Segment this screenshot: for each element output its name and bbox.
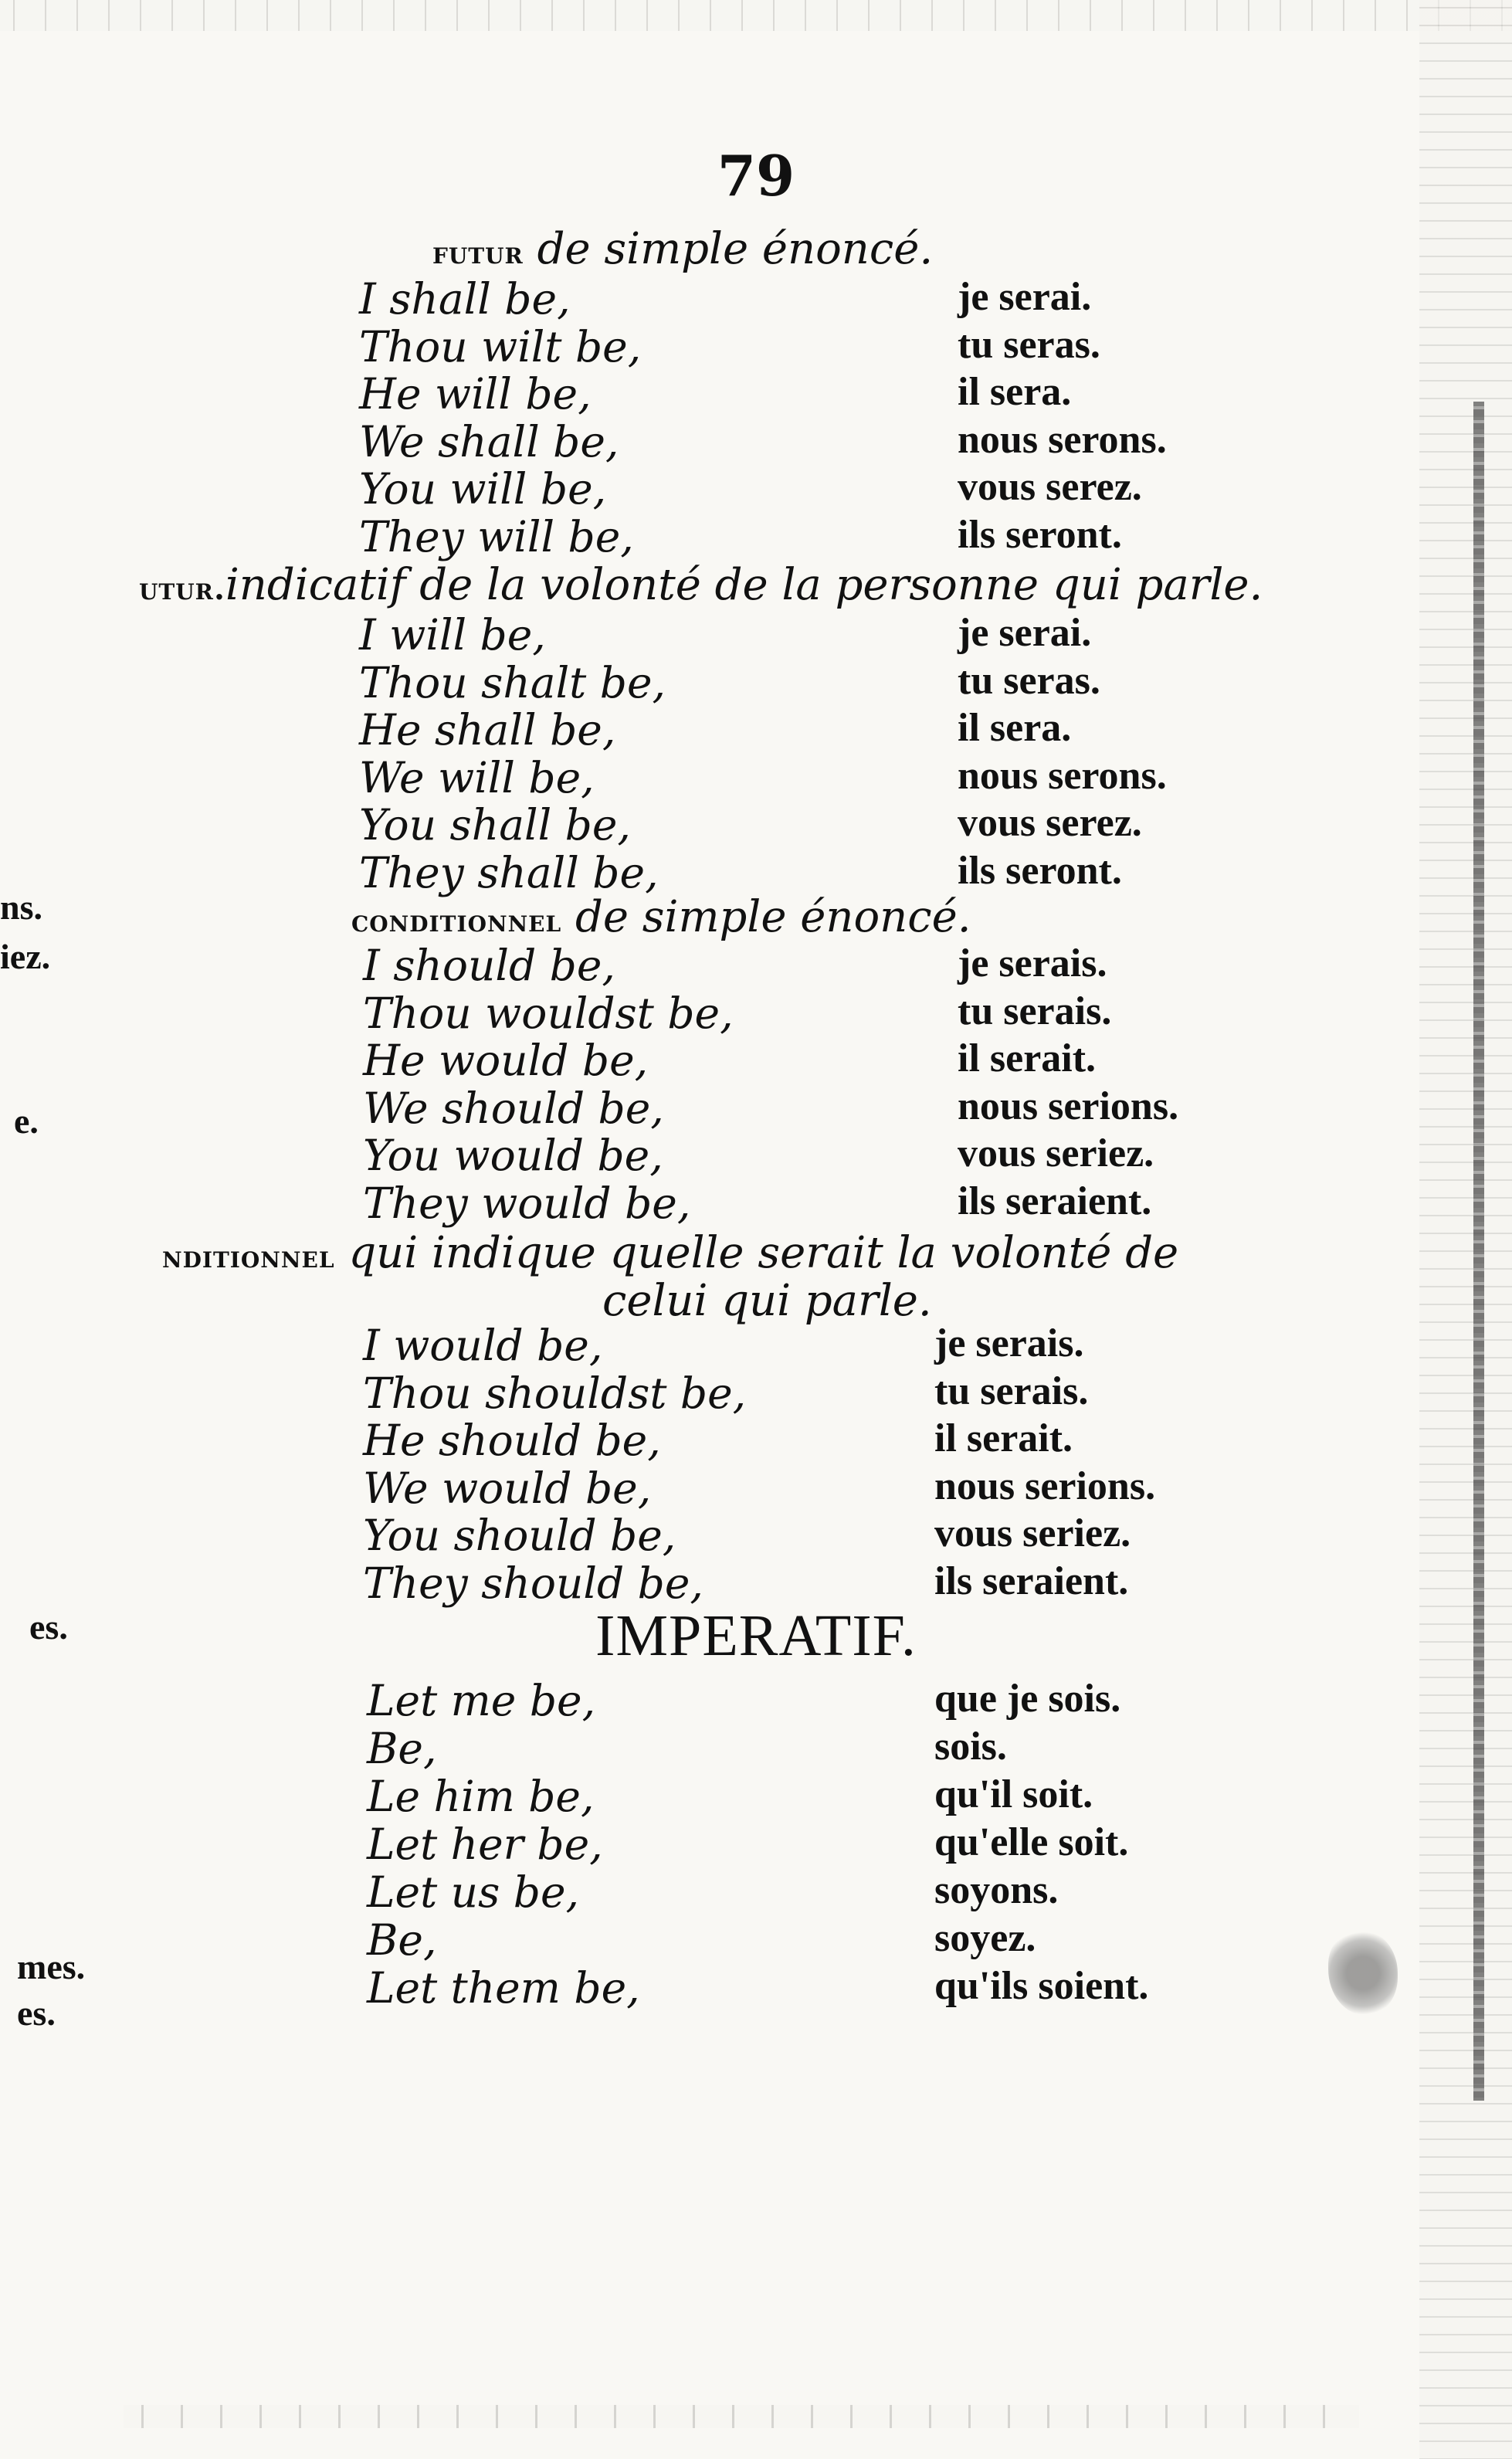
- french-form: vous serez.: [958, 465, 1142, 509]
- heading-italic: de simple énoncé.: [575, 892, 971, 942]
- conjugation-row: [0, 800, 1512, 848]
- conjugation-row: [0, 1369, 1512, 1416]
- conjugation-row: [0, 1416, 1512, 1464]
- english-form: I would be,: [363, 1321, 603, 1370]
- english-form: They would be,: [363, 1178, 691, 1228]
- conjugation-row: [0, 1464, 1512, 1511]
- english-form: You shall be,: [359, 800, 631, 850]
- french-form: il serait.: [934, 1416, 1073, 1460]
- french-form: sois.: [934, 1725, 1007, 1769]
- english-form: Be,: [367, 1915, 437, 1965]
- french-form: vous seriez.: [934, 1511, 1131, 1555]
- heading-italic: indicatif de la volonté de la personne qui parle.: [225, 560, 1263, 610]
- imperatif-row: [0, 1915, 1512, 1963]
- conjugation-row: [0, 941, 1512, 989]
- heading-smallcaps: utur.: [139, 571, 225, 607]
- french-form: vous seriez.: [958, 1131, 1154, 1175]
- english-form: We should be,: [363, 1083, 664, 1133]
- heading-smallcaps: futur: [432, 235, 524, 271]
- french-form: qu'ils soient.: [934, 1964, 1149, 2008]
- margin-fragment: es.: [29, 1607, 68, 1647]
- french-form: ils seraient.: [934, 1558, 1129, 1603]
- conjugation-row: [0, 705, 1512, 753]
- english-form: We shall be,: [359, 416, 619, 466]
- english-form: Let me be,: [367, 1676, 596, 1725]
- french-form: tu serais.: [934, 1369, 1089, 1413]
- conjugation-row: [0, 1036, 1512, 1084]
- english-form: They should be,: [363, 1558, 703, 1608]
- english-form: He would be,: [363, 1036, 649, 1085]
- english-form: Thou shouldst be,: [363, 1368, 747, 1418]
- page-edge-top: [0, 0, 1512, 31]
- french-form: je serai.: [958, 611, 1092, 655]
- conjugation-row: [0, 753, 1512, 801]
- conjugation-row: [0, 1511, 1512, 1558]
- margin-fragment: e.: [14, 1101, 39, 1141]
- english-form: Le him be,: [367, 1772, 595, 1821]
- french-form: que je sois.: [934, 1677, 1121, 1721]
- imperatif-row: [0, 1867, 1512, 1915]
- english-form: You should be,: [363, 1511, 676, 1560]
- margin-fragment: ns.: [0, 887, 42, 927]
- page-edge-bottom: [124, 2405, 1359, 2428]
- english-form: He should be,: [363, 1416, 661, 1465]
- conjugation-row: [0, 322, 1512, 370]
- english-form: I will be,: [359, 610, 546, 660]
- conjugation-row: [0, 1131, 1512, 1179]
- margin-fragment: es.: [17, 1993, 56, 2033]
- french-form: nous serons.: [958, 417, 1167, 462]
- english-form: Thou wilt be,: [359, 321, 642, 371]
- conjugation-row: [0, 1321, 1512, 1369]
- conjugation-row: [0, 417, 1512, 465]
- french-form: ils seraient.: [958, 1179, 1152, 1223]
- english-form: I shall be,: [359, 274, 571, 324]
- conjugation-row: [0, 610, 1512, 658]
- french-form: nous serons.: [958, 753, 1167, 798]
- french-form: il sera.: [958, 706, 1072, 750]
- conjugation-row: [0, 512, 1512, 560]
- margin-fragment: iez.: [0, 937, 51, 976]
- heading-smallcaps: conditionnel: [351, 903, 562, 939]
- french-form: je serai.: [958, 275, 1092, 319]
- section-heading-conditionnel: [351, 892, 971, 942]
- english-form: He shall be,: [359, 705, 616, 755]
- imperatif-row: [0, 1724, 1512, 1772]
- french-form: tu seras.: [958, 322, 1100, 367]
- conjugation-row: [0, 369, 1512, 417]
- english-form: He will be,: [359, 369, 592, 419]
- french-form: soyez.: [934, 1916, 1036, 1960]
- imperatif-row: [0, 1772, 1512, 1820]
- english-form: You will be,: [359, 464, 607, 514]
- conjugation-row: [0, 1179, 1512, 1226]
- english-form: We will be,: [359, 752, 595, 802]
- section-heading-continuation: celui qui parle.: [602, 1276, 932, 1326]
- french-form: nous serions.: [958, 1084, 1179, 1128]
- french-form: tu seras.: [958, 658, 1100, 703]
- heading-smallcaps: nditionnel: [162, 1239, 335, 1275]
- conjugation-row: [0, 1084, 1512, 1131]
- english-form: Be,: [367, 1724, 437, 1773]
- margin-fragment: mes.: [17, 1947, 86, 1986]
- french-form: je serais.: [958, 941, 1107, 985]
- french-form: nous serions.: [934, 1464, 1156, 1508]
- conjugation-row: [0, 1558, 1512, 1606]
- french-form: je serais.: [934, 1321, 1084, 1365]
- french-form: qu'il soit.: [934, 1772, 1093, 1816]
- conjugation-row: [0, 989, 1512, 1036]
- page-number: 79: [717, 143, 795, 209]
- conjugation-row: [0, 848, 1512, 896]
- english-form: Thou shalt be,: [359, 657, 666, 707]
- french-form: ils seront.: [958, 512, 1122, 557]
- english-form: They will be,: [359, 511, 634, 561]
- french-form: ils seront.: [958, 848, 1122, 893]
- english-form: Thou wouldst be,: [363, 988, 734, 1038]
- english-form: Let her be,: [367, 1820, 603, 1869]
- french-form: vous serez.: [958, 801, 1142, 845]
- french-form: soyons.: [934, 1868, 1059, 1912]
- section-heading-futur-indicatif: [139, 560, 1263, 610]
- english-form: Let them be,: [367, 1963, 640, 2013]
- french-form: il sera.: [958, 370, 1072, 414]
- imperatif-row: [0, 1820, 1512, 1867]
- conjugation-row: [0, 658, 1512, 706]
- section-heading-futur: [432, 224, 933, 274]
- conjugation-row: [0, 464, 1512, 512]
- english-form: Let us be,: [367, 1867, 580, 1917]
- french-form: il serait.: [958, 1036, 1097, 1080]
- imperatif-title: IMPERATIF.: [595, 1603, 917, 1668]
- french-form: qu'elle soit.: [934, 1820, 1129, 1864]
- english-form: They shall be,: [359, 847, 659, 897]
- heading-italic: de simple énoncé.: [537, 224, 934, 274]
- imperatif-row: [0, 1963, 1512, 2011]
- imperatif-row: [0, 1676, 1512, 1724]
- english-form: I should be,: [363, 941, 615, 990]
- french-form: tu serais.: [958, 989, 1112, 1033]
- section-heading-conditionnel-volonte: [162, 1228, 1178, 1278]
- heading-italic: qui indique quelle serait la volonté de: [348, 1228, 1179, 1278]
- conjugation-row: [0, 274, 1512, 322]
- english-form: You would be,: [363, 1131, 663, 1180]
- english-form: We would be,: [363, 1463, 652, 1513]
